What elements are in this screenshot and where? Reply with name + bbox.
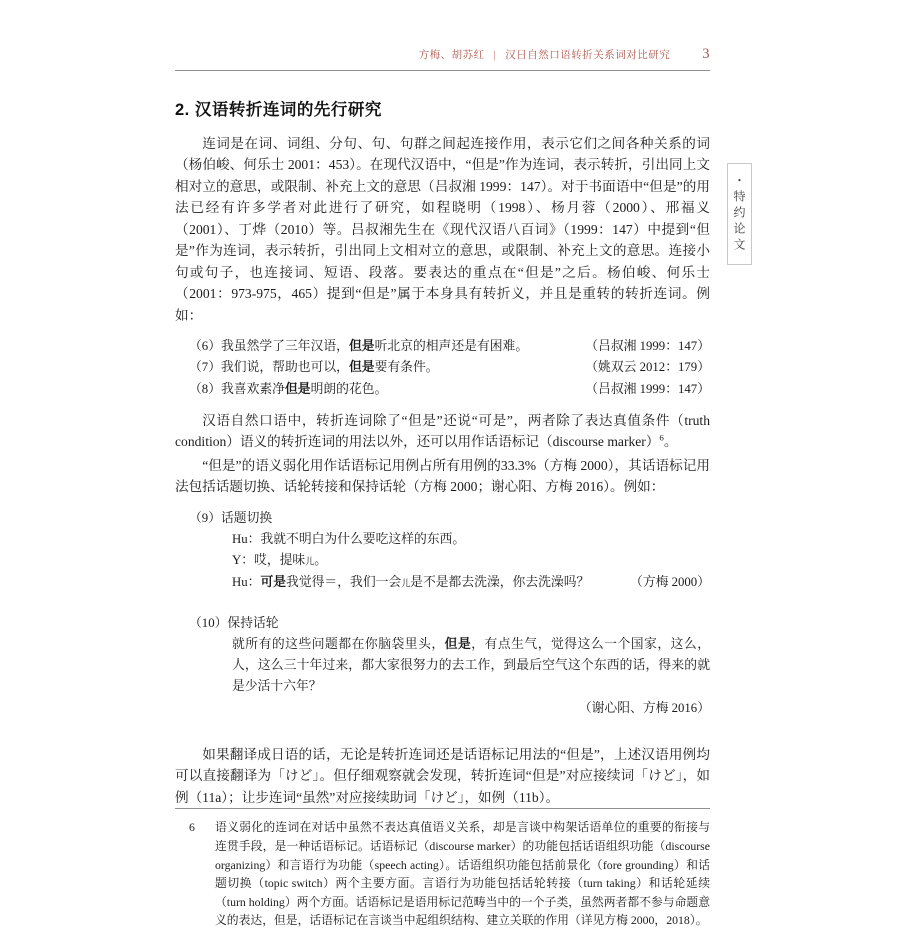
example-8-citation: （吕叔湘 1999：147） xyxy=(585,381,710,396)
paragraph-intro: 连词是在词、词组、分句、句、句群之间起连接作用，表示它们之间各种关系的词（杨伯峻、何乐士 2001：453）。在现代汉语中，“但是”作为连词，表示转折，引出同上文相对立的意思，或限制、补充上文的意思（吕叔湘 1999：147）。对于书面语中“但是”的用法已经有许多学者对此进行了研究，如程晓明（1998）、杨月蓉（2000）、邢福义（2001）、丁烨（2010）等。吕叔湘先生在《现代汉语八百词》（1999：147）中提到“但是”作为连词，表示转折，引出同上文相对立的意思，或限制、补充上文的意思。连接小句或句子，也连接词、短语、段落。要表达的重点在“但是”之后。杨伯峻、何乐士（2001：973-975，465）提到“但是”属于本身具有转折义，并且是重转的转折连词。例如： xyxy=(175,136,710,323)
example-10-text: 就所有的这些问题都在你脑袋里头，但是，有点生气，觉得这么一个国家，这么，人，这么三十年过来，都大家很努力的去工作，到最后空气这个东西的话，得来的就是少活十六年？ xyxy=(232,636,711,694)
example-9 xyxy=(175,508,710,593)
side-tab-special-column xyxy=(727,163,752,265)
footnote-text: 语义弱化的连词在对话中虽然不表达真值语义关系，却是言谈中构架话语单位的重要的衔接与连贯手段，是一种话语标记。话语标记（discourse marker）的功能包括话语组织功能（discourse organizing）和言语行为功能（speech acting）。话语组织功能包括前景化（fore grounding）和话题切换（topic switch）两个主要方面。言语行为功能包括话轮转接（turn taking）和话轮延续（turn holding）两个方面。话语标记是语用标记范畴当中的一个子类，虽然两者都不参与命题意义的表达，但是，话语标记在言谈当中起组织结构、建立关联的作用（详见方梅 2000，2018）。 xyxy=(215,820,710,928)
running-head-title: 汉日自然口语转折关系词对比研究 xyxy=(505,50,671,61)
example-9-line-3 xyxy=(175,572,710,593)
example-7-text: （7）我们说，帮助也可以，但是要有条件。 xyxy=(189,360,439,375)
side-tab-label: ・特约论文 xyxy=(732,174,746,254)
example-8 xyxy=(175,379,710,400)
page-header xyxy=(175,46,710,63)
example-8-text: （8）我喜欢素净但是明朗的花色。 xyxy=(189,381,388,396)
example-9-citation: （方梅 2000） xyxy=(630,574,710,589)
paragraph-spoken-language: 汉语自然口语中，转折连词除了“但是”还说“可是”，两者除了表达真值条件（truth condition）语义的转折连词的用法以外，还可以用作话语标记（discourse marker）$^6$。 xyxy=(175,412,710,450)
example-7-citation: （姚双云 2012：179） xyxy=(585,360,710,375)
paragraph-discourse-marker: “但是”的语义弱化用作话语标记用例占所有用例的33.3%（方梅 2000），其话语标记用法包括话题切换、话轮转接和保持话轮（方梅 2000；谢心阳、方梅 2016）。例如： xyxy=(175,457,710,495)
page-number: 3 xyxy=(702,46,710,62)
example-9-line-3-text: Hu：可是我觉得＝，我们一会儿是不是都去洗澡，你去洗澡吗？ xyxy=(232,574,590,589)
example-6-text: （6）我虽然学了三年汉语，但是听北京的相声还是有困难。 xyxy=(189,339,529,354)
example-10-citation: （谢心阳、方梅 2016） xyxy=(578,700,710,715)
paragraph-translation: 如果翻译成日语的话，无论是转折连词还是话语标记用法的“但是”，上述汉语用例均可以直接翻译为「けど」。但仔细观察就会发现，转折连词“但是”对应接续词「けど」，如例（11a）；让步连词“虽然”对应接续助词「けど」，如例（11b）。 xyxy=(175,746,710,805)
example-9-line-2-text: Y：哎，提味儿。 xyxy=(232,553,327,568)
running-head-separator: | xyxy=(493,50,497,61)
example-6-citation: （吕叔湘 1999：147） xyxy=(585,339,710,354)
example-9-line-1-text: Hu：我就不明白为什么要吃这样的东西。 xyxy=(232,532,466,547)
content-column xyxy=(175,46,711,928)
example-9-line-1 xyxy=(175,529,710,550)
example-10 xyxy=(175,613,710,719)
example-6 xyxy=(175,336,710,357)
header-rule xyxy=(175,70,710,71)
footnote-6 xyxy=(175,809,710,930)
example-9-label: （9）话题切换 xyxy=(189,510,273,525)
section-heading: 2. 汉语转折连词的先行研究 xyxy=(175,101,382,119)
example-10-label: （10）保持话轮 xyxy=(189,615,279,630)
footnote-area xyxy=(175,808,710,930)
example-9-line-2 xyxy=(175,550,710,571)
example-7 xyxy=(175,357,710,378)
footnote-number: 6 xyxy=(189,820,195,835)
examples-6-8 xyxy=(175,336,710,400)
running-head-authors: 方梅、胡苏红 xyxy=(418,50,485,61)
